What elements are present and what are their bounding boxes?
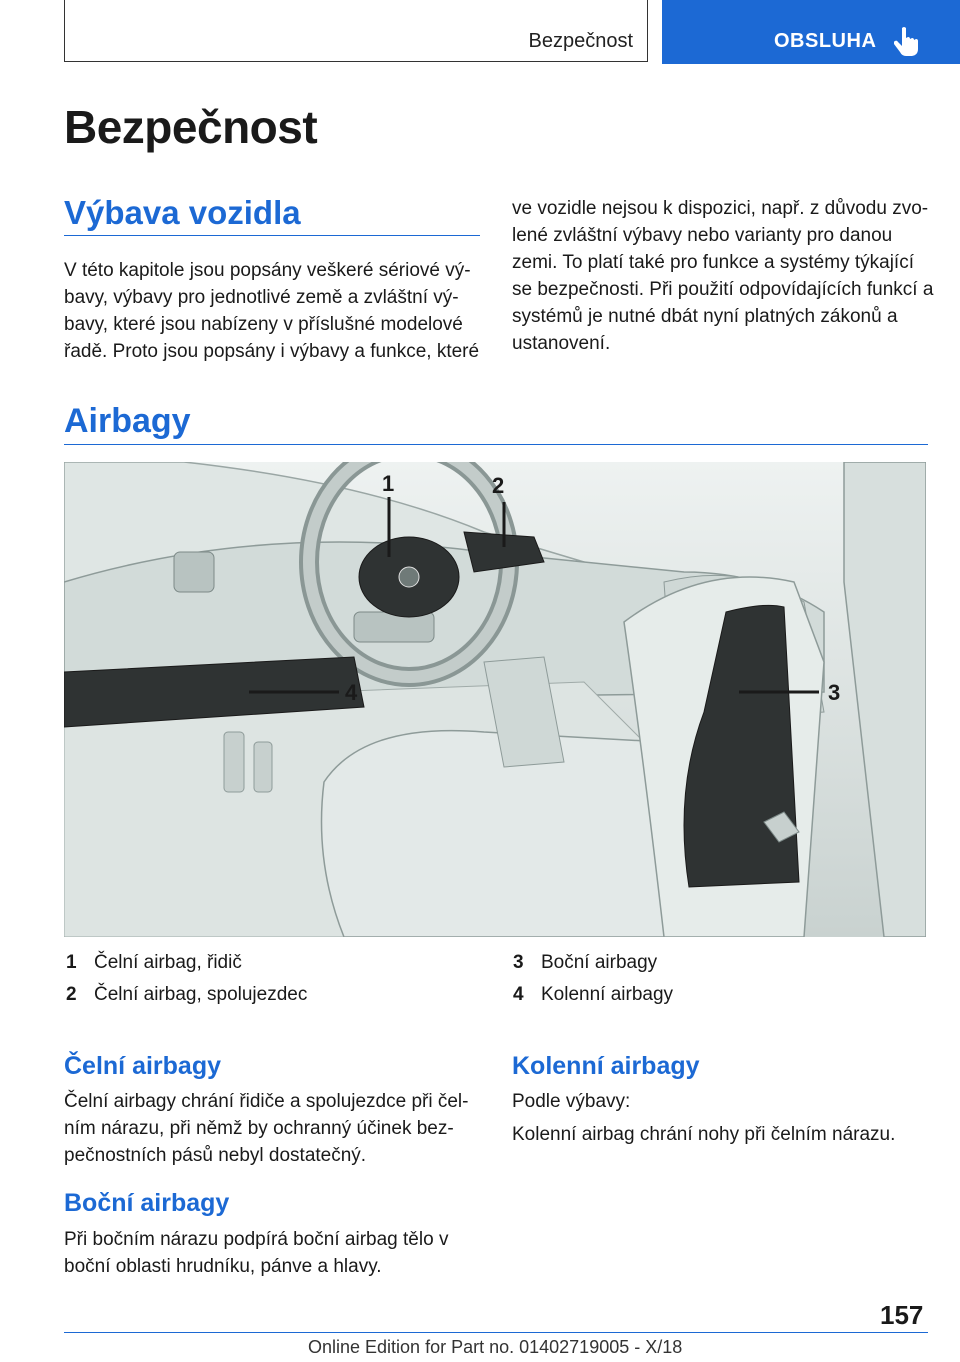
subsection-title-kolenni: Kolenní airbagy (512, 1052, 700, 1080)
caption-item (513, 952, 657, 974)
text-line: pečnostních pásů nebyl dostatečný. (64, 1145, 367, 1166)
figure-label-1: 1 (382, 471, 395, 496)
subsection-title-bocni: Boční airbagy (64, 1189, 230, 1217)
header-chapter-tab (662, 0, 960, 64)
vybava-paragraph-right (512, 195, 933, 357)
text-line: ustanovení. (512, 333, 611, 354)
caption-text: Boční airbagy (541, 952, 658, 973)
bocni-paragraph (64, 1226, 448, 1280)
airbag-illustration (64, 462, 926, 937)
caption-number: 3 (513, 952, 524, 973)
text-line: ním nárazu, při němž by ochranný účinek bez- (64, 1118, 454, 1139)
caption-text: Kolenní airbagy (541, 984, 674, 1005)
footer-edition: Online Edition for Part no. 01402719005 - X/18 (308, 1337, 683, 1357)
pointing-hand-icon (894, 26, 920, 56)
celni-paragraph (64, 1088, 468, 1169)
caption-number: 1 (66, 952, 77, 973)
text-line: se bezpečnosti. Při použití odpovídajících funkcí a (512, 279, 934, 300)
text-line: lené zvláštní výbavy nebo varianty pro danou (512, 225, 893, 246)
text-line: systémů je nutné dbát nyní platných zákonů a (512, 306, 898, 327)
caption-item (66, 952, 242, 974)
caption-number: 2 (66, 984, 77, 1005)
caption-item (513, 984, 673, 1006)
text-line: Čelní airbagy chrání řidiče a spolujezdce při čel- (64, 1091, 469, 1112)
text-line: Při bočním nárazu podpírá boční airbag tělo v (64, 1229, 449, 1250)
kolenni-paragraph-2: Kolenní airbag chrání nohy při čelním nárazu. (512, 1124, 896, 1145)
figure-label-2: 2 (492, 473, 505, 498)
kolenni-paragraph-1: Podle výbavy: (512, 1091, 631, 1112)
text-line: zemi. To platí také pro funkce a systémy týkající (512, 252, 914, 273)
header-section-label: Bezpečnost (528, 30, 633, 52)
vybava-paragraph-left (64, 257, 479, 365)
text-line: bavy, které jsou nabízeny v příslušné modelové (64, 314, 463, 335)
subsection-title-celni: Čelní airbagy (64, 1052, 221, 1080)
text-line: ve vozidle nejsou k dispozici, např. z důvodu zvo- (512, 198, 929, 219)
figure-label-3: 3 (828, 680, 841, 705)
header-chapter-label: OBSLUHA (774, 30, 877, 52)
figure-label-4: 4 (345, 680, 358, 705)
page-title: Bezpečnost (64, 101, 318, 153)
caption-number: 4 (513, 984, 524, 1005)
text-line: V této kapitole jsou popsány veškeré sériové vý- (64, 260, 471, 281)
page-number: 157 (880, 1300, 924, 1330)
text-line: bavy, výbavy pro jednotlivé země a zvláštní vý- (64, 287, 459, 308)
section-rule (64, 444, 928, 445)
text-line: řadě. Proto jsou popsány i výbavy a funkce, které (64, 341, 480, 362)
section-title-vybava: Výbava vozidla (64, 194, 301, 231)
header-section-tab (64, 0, 648, 62)
caption-text: Čelní airbag, spolujezdec (94, 984, 308, 1005)
caption-text: Čelní airbag, řidič (94, 952, 242, 973)
footer-rule (64, 1332, 928, 1333)
section-rule (64, 235, 480, 236)
section-title-airbagy: Airbagy (64, 402, 191, 440)
text-line: boční oblasti hrudníku, pánve a hlavy. (64, 1256, 382, 1277)
caption-item (66, 984, 307, 1006)
